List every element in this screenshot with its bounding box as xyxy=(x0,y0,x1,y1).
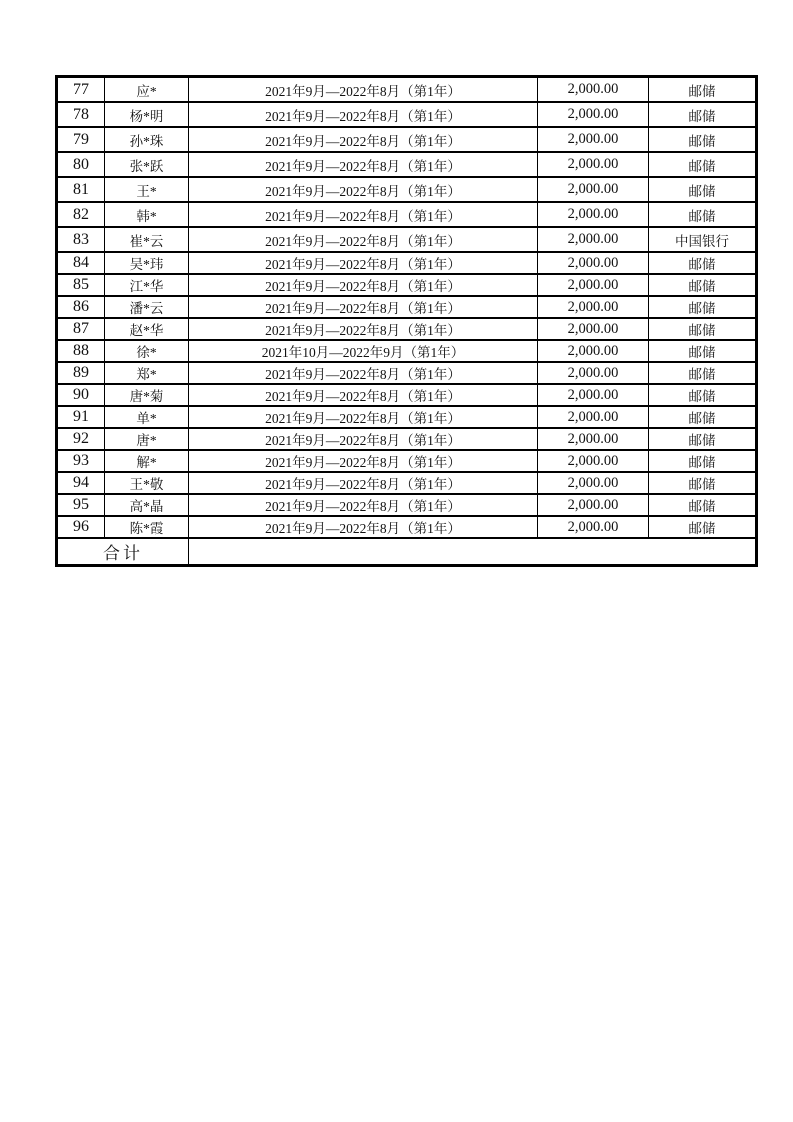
period-cell: 2021年9月—2022年8月（第1年） xyxy=(189,450,538,472)
table-row xyxy=(57,127,757,152)
seq-cell: 90 xyxy=(57,384,105,406)
period-cell: 2021年9月—2022年8月（第1年） xyxy=(189,202,538,227)
bank-cell: 邮储 xyxy=(649,252,757,274)
total-row xyxy=(57,538,757,566)
name-cell: 解* xyxy=(105,450,189,472)
table-row xyxy=(57,152,757,177)
amount-cell: 2,000.00 xyxy=(538,384,649,406)
amount-cell: 2,000.00 xyxy=(538,296,649,318)
bank-cell: 中国银行 xyxy=(649,227,757,252)
bank-cell: 邮储 xyxy=(649,77,757,103)
period-cell: 2021年9月—2022年8月（第1年） xyxy=(189,516,538,538)
period-cell: 2021年9月—2022年8月（第1年） xyxy=(189,406,538,428)
name-cell: 吴*玮 xyxy=(105,252,189,274)
bank-cell: 邮储 xyxy=(649,340,757,362)
name-cell: 陈*霞 xyxy=(105,516,189,538)
table-row xyxy=(57,384,757,406)
seq-cell: 78 xyxy=(57,102,105,127)
period-cell: 2021年10月—2022年9月（第1年） xyxy=(189,340,538,362)
period-cell: 2021年9月—2022年8月（第1年） xyxy=(189,252,538,274)
amount-cell: 2,000.00 xyxy=(538,516,649,538)
seq-cell: 82 xyxy=(57,202,105,227)
table-row xyxy=(57,516,757,538)
amount-cell: 2,000.00 xyxy=(538,227,649,252)
total-value-cell xyxy=(189,538,757,566)
seq-cell: 95 xyxy=(57,494,105,516)
period-cell: 2021年9月—2022年8月（第1年） xyxy=(189,152,538,177)
bank-cell: 邮储 xyxy=(649,177,757,202)
bank-cell: 邮储 xyxy=(649,450,757,472)
table-row xyxy=(57,318,757,340)
name-cell: 应* xyxy=(105,77,189,103)
name-cell: 郑* xyxy=(105,362,189,384)
seq-cell: 96 xyxy=(57,516,105,538)
seq-cell: 93 xyxy=(57,450,105,472)
amount-cell: 2,000.00 xyxy=(538,340,649,362)
seq-cell: 86 xyxy=(57,296,105,318)
table-row xyxy=(57,252,757,274)
table-body xyxy=(57,77,757,566)
amount-cell: 2,000.00 xyxy=(538,252,649,274)
name-cell: 唐* xyxy=(105,428,189,450)
seq-cell: 84 xyxy=(57,252,105,274)
name-cell: 孙*珠 xyxy=(105,127,189,152)
name-cell: 单* xyxy=(105,406,189,428)
amount-cell: 2,000.00 xyxy=(538,274,649,296)
amount-cell: 2,000.00 xyxy=(538,102,649,127)
table-row xyxy=(57,450,757,472)
table-row xyxy=(57,274,757,296)
amount-cell: 2,000.00 xyxy=(538,406,649,428)
period-cell: 2021年9月—2022年8月（第1年） xyxy=(189,102,538,127)
table-row xyxy=(57,202,757,227)
name-cell: 王*敬 xyxy=(105,472,189,494)
name-cell: 高*晶 xyxy=(105,494,189,516)
seq-cell: 80 xyxy=(57,152,105,177)
bank-cell: 邮储 xyxy=(649,102,757,127)
seq-cell: 92 xyxy=(57,428,105,450)
period-cell: 2021年9月—2022年8月（第1年） xyxy=(189,77,538,103)
amount-cell: 2,000.00 xyxy=(538,202,649,227)
amount-cell: 2,000.00 xyxy=(538,77,649,103)
seq-cell: 85 xyxy=(57,274,105,296)
period-cell: 2021年9月—2022年8月（第1年） xyxy=(189,318,538,340)
amount-cell: 2,000.00 xyxy=(538,472,649,494)
period-cell: 2021年9月—2022年8月（第1年） xyxy=(189,384,538,406)
amount-cell: 2,000.00 xyxy=(538,177,649,202)
seq-cell: 79 xyxy=(57,127,105,152)
total-label-cell: 合计 xyxy=(57,538,189,566)
name-cell: 崔*云 xyxy=(105,227,189,252)
table-row xyxy=(57,227,757,252)
name-cell: 徐* xyxy=(105,340,189,362)
table-row xyxy=(57,362,757,384)
amount-cell: 2,000.00 xyxy=(538,152,649,177)
amount-cell: 2,000.00 xyxy=(538,450,649,472)
name-cell: 江*华 xyxy=(105,274,189,296)
amount-cell: 2,000.00 xyxy=(538,127,649,152)
table-row xyxy=(57,472,757,494)
bank-cell: 邮储 xyxy=(649,318,757,340)
bank-cell: 邮储 xyxy=(649,127,757,152)
bank-cell: 邮储 xyxy=(649,152,757,177)
name-cell: 韩* xyxy=(105,202,189,227)
table-row xyxy=(57,340,757,362)
table-row xyxy=(57,428,757,450)
amount-cell: 2,000.00 xyxy=(538,362,649,384)
name-cell: 唐*菊 xyxy=(105,384,189,406)
period-cell: 2021年9月—2022年8月（第1年） xyxy=(189,472,538,494)
table-row xyxy=(57,177,757,202)
seq-cell: 87 xyxy=(57,318,105,340)
seq-cell: 81 xyxy=(57,177,105,202)
period-cell: 2021年9月—2022年8月（第1年） xyxy=(189,177,538,202)
seq-cell: 89 xyxy=(57,362,105,384)
table-row xyxy=(57,296,757,318)
table-row xyxy=(57,406,757,428)
bank-cell: 邮储 xyxy=(649,516,757,538)
period-cell: 2021年9月—2022年8月（第1年） xyxy=(189,127,538,152)
bank-cell: 邮储 xyxy=(649,494,757,516)
seq-cell: 83 xyxy=(57,227,105,252)
amount-cell: 2,000.00 xyxy=(538,494,649,516)
period-cell: 2021年9月—2022年8月（第1年） xyxy=(189,274,538,296)
table-row xyxy=(57,102,757,127)
bank-cell: 邮储 xyxy=(649,384,757,406)
period-cell: 2021年9月—2022年8月（第1年） xyxy=(189,227,538,252)
seq-cell: 88 xyxy=(57,340,105,362)
seq-cell: 77 xyxy=(57,77,105,103)
bank-cell: 邮储 xyxy=(649,296,757,318)
amount-cell: 2,000.00 xyxy=(538,428,649,450)
name-cell: 王* xyxy=(105,177,189,202)
bank-cell: 邮储 xyxy=(649,428,757,450)
seq-cell: 91 xyxy=(57,406,105,428)
period-cell: 2021年9月—2022年8月（第1年） xyxy=(189,296,538,318)
bank-cell: 邮储 xyxy=(649,362,757,384)
name-cell: 杨*明 xyxy=(105,102,189,127)
table-row xyxy=(57,494,757,516)
name-cell: 潘*云 xyxy=(105,296,189,318)
period-cell: 2021年9月—2022年8月（第1年） xyxy=(189,362,538,384)
period-cell: 2021年9月—2022年8月（第1年） xyxy=(189,428,538,450)
period-cell: 2021年9月—2022年8月（第1年） xyxy=(189,494,538,516)
name-cell: 张*跃 xyxy=(105,152,189,177)
subsidy-table xyxy=(55,75,758,567)
bank-cell: 邮储 xyxy=(649,406,757,428)
seq-cell: 94 xyxy=(57,472,105,494)
bank-cell: 邮储 xyxy=(649,274,757,296)
bank-cell: 邮储 xyxy=(649,202,757,227)
amount-cell: 2,000.00 xyxy=(538,318,649,340)
bank-cell: 邮储 xyxy=(649,472,757,494)
name-cell: 赵*华 xyxy=(105,318,189,340)
table-row xyxy=(57,77,757,103)
